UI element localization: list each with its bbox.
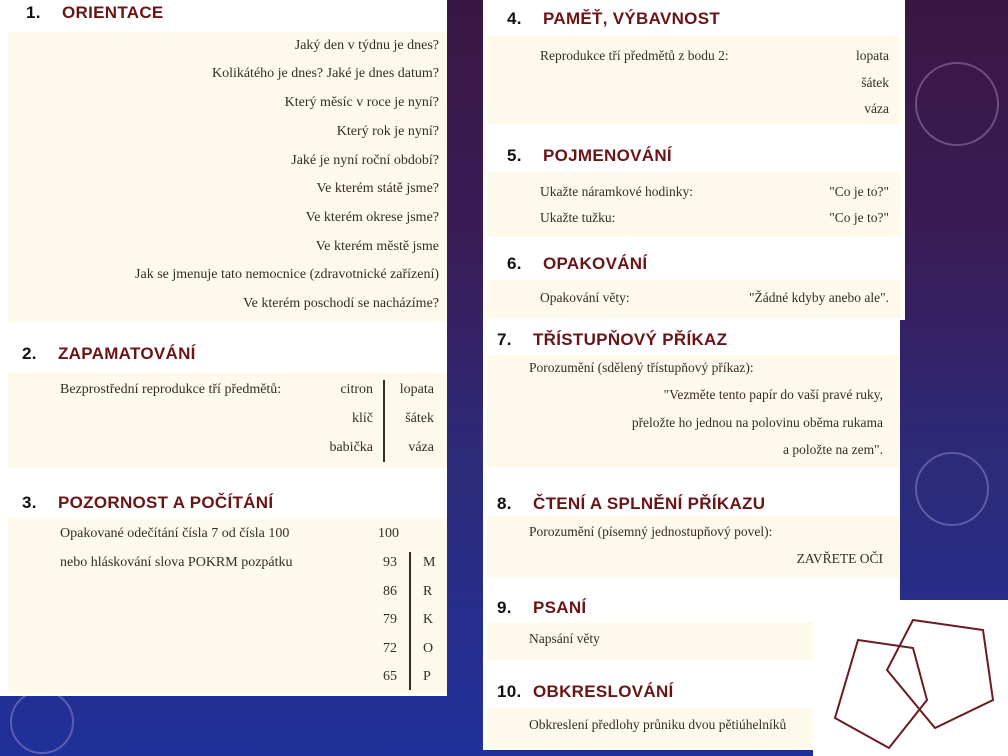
orientation-question: Ve kterém poschodí se nacházíme? (243, 296, 439, 311)
pentagon-right (887, 620, 993, 728)
s2-item: citron (340, 382, 373, 397)
decorative-ring (10, 690, 74, 754)
s2-item: klíč (352, 411, 373, 426)
section-3-band (8, 518, 447, 693)
s3-letter: O (423, 641, 434, 656)
s8-label: Porozumění (písemný jednostupňový povel): (529, 524, 773, 539)
s6-label: Opakování věty: (540, 290, 630, 305)
s4-item: váza (864, 101, 889, 116)
section-10-title: 10. OBKRESLOVÁNÍ (497, 682, 674, 701)
section-1-title: 1. ORIENTACE (26, 3, 164, 22)
s2-item: lopata (399, 382, 434, 397)
orientation-question: Jaké je nyní roční období? (291, 153, 439, 168)
s3-number: 79 (383, 612, 397, 627)
s10-label: Obkreslení předlohy průniku dvou pětiúhelníků (529, 717, 787, 732)
s2-item: váza (408, 440, 434, 455)
s2-divider (383, 380, 385, 462)
orientation-question: Ve kterém státě jsme? (316, 181, 439, 196)
s3-number: 86 (383, 584, 397, 599)
s5-value: "Co je to?" (829, 210, 889, 225)
section-3-title: 3. POZORNOST A POČÍTÁNÍ (22, 493, 274, 512)
section-5-title: 5. POJMENOVÁNÍ (507, 146, 672, 165)
s5-label: Ukažte tužku: (540, 210, 616, 225)
s5-value: "Co je to?" (829, 184, 889, 199)
s2-label: Bezprostřední reprodukce tří předmětů: (60, 382, 282, 397)
s4-item: šátek (861, 75, 889, 90)
s5-label: Ukažte náramkové hodinky: (540, 184, 693, 199)
section-9-title: 9. PSANÍ (497, 598, 587, 617)
decorative-ring (915, 62, 999, 146)
orientation-question: Ve kterém okrese jsme? (305, 210, 439, 225)
section-8-title: 8. ČTENÍ A SPLNĚNÍ PŘÍKAZU (497, 494, 766, 513)
orientation-question: Jaký den v týdnu je dnes? (294, 38, 439, 53)
s2-item: šátek (405, 411, 434, 426)
orientation-question: Ve kterém městě jsme (315, 239, 439, 254)
intersecting-pentagons-figure (813, 600, 1008, 756)
s3-line: nebo hláskování slova POKRM pozpátku (60, 555, 293, 570)
s6-value: "Žádné kdyby anebo ale". (749, 290, 889, 305)
decorative-ring (915, 452, 989, 526)
pentagon-left (835, 640, 927, 748)
s3-letter: K (423, 612, 434, 627)
s7-line: přeložte ho jednou na polovinu oběma rukama (631, 415, 883, 430)
section-6-title: 6. OPAKOVÁNÍ (507, 254, 648, 273)
s9-label: Napsání věty (529, 631, 600, 646)
s7-label: Porozumění (sdělený třístupňový příkaz): (529, 360, 754, 375)
s3-letter: R (423, 584, 433, 599)
pentagon-figure-box (813, 600, 1008, 756)
section-4-title: 4. PAMĚŤ, VÝBAVNOST (507, 9, 721, 28)
section-2-title: 2. ZAPAMATOVÁNÍ (22, 344, 196, 363)
s7-line: a položte na zem". (783, 442, 883, 457)
orientation-question: Který rok je nyní? (336, 124, 439, 139)
s3-line: Opakované odečítání čísla 7 od čísla 100 (60, 526, 290, 541)
s8-value: ZAVŘETE OČI (796, 551, 883, 566)
right-top-panel (483, 0, 905, 320)
s7-line: "Vezměte tento papír do vaší pravé ruky, (663, 387, 883, 402)
orientation-question: Který měsíc v roce je nyní? (284, 95, 439, 110)
s3-number: 72 (383, 641, 397, 656)
s4-item: lopata (856, 48, 889, 63)
orientation-question: Kolikátého je dnes? Jaké je dnes datum? (211, 66, 439, 81)
s3-letter: M (423, 555, 436, 570)
s2-item: babička (329, 440, 373, 455)
section-5-band (487, 172, 901, 237)
s3-number: 93 (383, 555, 397, 570)
s3-number: 65 (383, 669, 397, 684)
s3-start: 100 (378, 526, 399, 541)
s3-letter: P (423, 669, 431, 684)
orientation-question: Jak se jmenuje tato nemocnice (zdravotnické zařízení) (135, 267, 439, 282)
s4-label: Reprodukce tří předmětů z bodu 2: (540, 48, 729, 63)
left-panel (0, 0, 447, 696)
s3-divider (409, 552, 411, 690)
section-7-title: 7. TŘÍSTUPŇOVÝ PŘÍKAZ (497, 330, 728, 349)
